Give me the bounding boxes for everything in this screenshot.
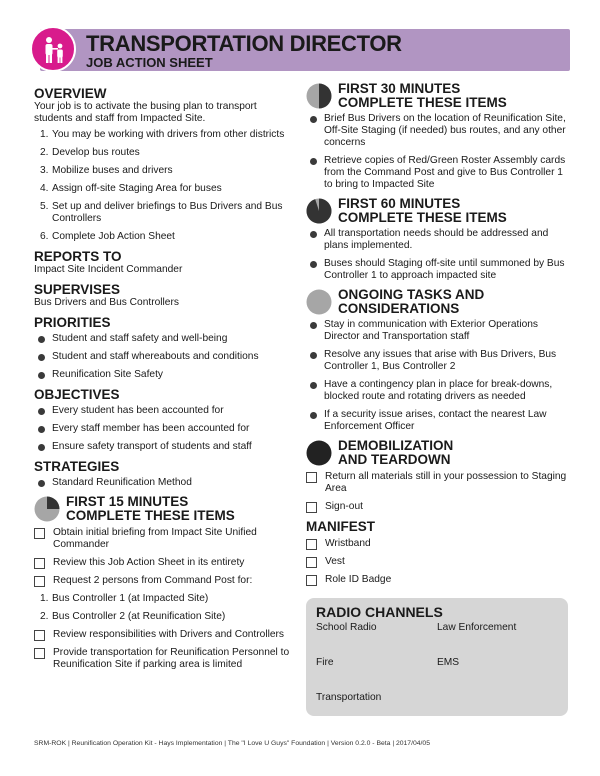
bullet-text: Every student has been accounted for	[52, 405, 224, 416]
right-column	[306, 82, 568, 716]
overview-number: 2.	[40, 147, 49, 158]
bullet-text: Buses should Staging off-site until summoned by Bus Controller 1 to approach impacted site	[324, 258, 565, 281]
bullet-text: All transportation needs should be addressed and plans implemented.	[324, 228, 549, 251]
page-subtitle: JOB ACTION SHEET	[86, 55, 213, 70]
checklist-text: Review responsibilities with Drivers and Controllers	[53, 629, 284, 640]
gray-circle-icon	[306, 289, 332, 315]
first-15-title: FIRST 15 MINUTES	[66, 494, 189, 509]
overview-intro: Your job is to activate the busing plan to transport students and staff from Impacted Site.	[34, 101, 257, 124]
bullet-text: If a security issue arises, contact the nearest Law Enforcement Officer	[324, 409, 547, 432]
bullet-item	[34, 441, 296, 453]
checklist-item	[306, 471, 568, 495]
checkbox[interactable]	[34, 648, 45, 659]
bullet-icon	[310, 231, 317, 238]
checklist-text: Role ID Badge	[325, 574, 392, 585]
bullet-icon	[38, 426, 45, 433]
checkbox[interactable]	[34, 558, 45, 569]
checklist-text: Provide transportation for Reunification Personnel to Reunification Site if parking area is limited	[53, 647, 290, 670]
manifest-checklist	[306, 538, 568, 586]
bullet-icon	[38, 372, 45, 379]
black-circle-icon	[306, 440, 332, 466]
page-header	[30, 26, 570, 72]
bullet-icon	[310, 322, 317, 329]
overview-text: You may be working with drivers from other districts	[52, 129, 285, 140]
overview-item	[34, 183, 296, 195]
bullet-icon	[310, 261, 317, 268]
bullet-text: Stay in communication with Exterior Operations Director and Transportation staff	[324, 319, 539, 342]
radio-channel-label: School Radio	[316, 622, 377, 633]
left-column	[34, 82, 296, 677]
bullet-icon	[38, 480, 45, 487]
demob-title: DEMOBILIZATION	[338, 438, 454, 453]
bullet-text: Retrieve copies of Red/Green Roster Assembly cards from the Command Post and give to Bus Controller 1 to bring to Impacted Site	[324, 155, 566, 190]
checklist-text: Vest	[325, 556, 345, 567]
bullet-item	[306, 319, 568, 343]
checkbox[interactable]	[34, 576, 45, 587]
half-clock-icon	[306, 83, 332, 109]
bullet-item	[34, 423, 296, 435]
bullet-text: Every staff member has been accounted for	[52, 423, 250, 434]
radio-channel-label: Fire	[316, 657, 334, 668]
family-icon	[41, 36, 67, 64]
bullet-item	[34, 405, 296, 417]
checklist-item	[306, 574, 568, 586]
bullet-text: Reunification Site Safety	[52, 369, 163, 380]
overview-item	[34, 201, 296, 225]
strategies-list	[34, 477, 296, 489]
overview-item	[34, 231, 296, 243]
first-15-subtitle: COMPLETE THESE ITEMS	[66, 508, 235, 523]
overview-number: 3.	[40, 165, 49, 176]
first-15-sublist	[34, 593, 296, 623]
first-15-checklist-a	[34, 527, 296, 587]
bullet-icon	[38, 336, 45, 343]
checkbox[interactable]	[34, 528, 45, 539]
full-clock-icon	[306, 198, 332, 224]
bullet-text: Ensure safety transport of students and staff	[52, 441, 252, 452]
overview-text: Assign off-site Staging Area for buses	[52, 183, 222, 194]
logo	[30, 26, 76, 72]
checkbox[interactable]	[306, 472, 317, 483]
bullet-icon	[310, 412, 317, 419]
ongoing-heading	[306, 288, 568, 316]
overview-text: Set up and deliver briefings to Bus Drivers and Bus Controllers	[52, 201, 283, 224]
ongoing-subtitle: CONSIDERATIONS	[338, 301, 460, 316]
overview-number: 4.	[40, 183, 49, 194]
checklist-text: Wristband	[325, 538, 371, 549]
objectives-list	[34, 405, 296, 453]
bullet-item	[306, 379, 568, 403]
checklist-text: Obtain initial briefing from Impact Site Unified Commander	[53, 527, 257, 550]
bullet-item	[306, 349, 568, 373]
overview-item	[34, 147, 296, 159]
bullet-icon	[310, 116, 317, 123]
sublist-number: 2.	[40, 611, 49, 622]
radio-channels-panel	[306, 598, 568, 716]
bullet-item	[306, 409, 568, 433]
bullet-text: Student and staff safety and well-being	[52, 333, 228, 344]
radio-channel-label: Transportation	[316, 692, 382, 703]
sublist-number: 1.	[40, 593, 49, 604]
bullet-item	[306, 155, 568, 191]
checklist-item	[306, 501, 568, 513]
sublist-item	[34, 611, 296, 623]
bullet-icon	[38, 354, 45, 361]
objectives-heading: OBJECTIVES	[34, 387, 120, 402]
checkbox[interactable]	[306, 557, 317, 568]
priorities-list	[34, 333, 296, 381]
bullet-text: Brief Bus Drivers on the location of Reunification Site, Off-Site Staging (if needed) bus routes, and any other concerns	[324, 113, 566, 148]
demob-subtitle: AND TEARDOWN	[338, 452, 451, 467]
first-60-list	[306, 228, 568, 282]
radio-channel-label: Law Enforcement	[437, 622, 517, 633]
bullet-item	[34, 333, 296, 345]
sublist-text: Bus Controller 1 (at Impacted Site)	[52, 593, 209, 604]
ongoing-list	[306, 319, 568, 433]
first-60-subtitle: COMPLETE THESE ITEMS	[338, 210, 507, 225]
reports-to-heading: REPORTS TO	[34, 249, 122, 264]
bullet-item	[306, 228, 568, 252]
checklist-text: Return all materials still in your possession to Staging Area	[325, 471, 567, 494]
overview-list	[34, 129, 296, 243]
bullet-text: Have a contingency plan in place for break-downs, blocked route and rotating drivers as needed	[324, 379, 553, 402]
checklist-text: Sign-out	[325, 501, 363, 512]
overview-item	[34, 165, 296, 177]
checklist-item	[34, 575, 296, 587]
ongoing-title: ONGOING TASKS AND	[338, 287, 485, 302]
first-60-heading	[306, 197, 568, 225]
sublist-item	[34, 593, 296, 605]
checklist-item	[34, 527, 296, 551]
overview-number: 5.	[40, 201, 49, 212]
supervises-heading: SUPERVISES	[34, 282, 121, 297]
first-30-subtitle: COMPLETE THESE ITEMS	[338, 95, 507, 110]
priorities-heading: PRIORITIES	[34, 315, 111, 330]
overview-text: Develop bus routes	[52, 147, 140, 158]
overview-number: 6.	[40, 231, 49, 242]
overview-text: Complete Job Action Sheet	[52, 231, 175, 242]
supervises-text: Bus Drivers and Bus Controllers	[34, 297, 179, 308]
checkbox[interactable]	[34, 630, 45, 641]
checklist-text: Review this Job Action Sheet in its entirety	[53, 557, 245, 568]
bullet-item	[34, 477, 296, 489]
reports-to-text: Impact Site Incident Commander	[34, 264, 183, 275]
first-15-heading	[34, 495, 296, 523]
overview-text: Mobilize buses and drivers	[52, 165, 173, 176]
checkbox[interactable]	[306, 502, 317, 513]
bullet-icon	[310, 352, 317, 359]
overview-number: 1.	[40, 129, 49, 140]
radio-channel-label: EMS	[437, 657, 460, 668]
bullet-item	[34, 351, 296, 363]
checklist-item	[34, 647, 296, 671]
bullet-text: Resolve any issues that arise with Bus Drivers, Bus Controller 1, Bus Controller 2	[324, 349, 557, 372]
radio-channels-grid	[316, 622, 558, 703]
radio-channels-heading: RADIO CHANNELS	[316, 604, 443, 620]
checklist-item	[306, 538, 568, 550]
first-30-list	[306, 113, 568, 191]
sublist-text: Bus Controller 2 (at Reunification Site)	[52, 611, 226, 622]
checklist-text: Request 2 persons from Command Post for:	[53, 575, 253, 586]
quarter-clock-icon	[34, 496, 60, 522]
bullet-icon	[310, 158, 317, 165]
checklist-item	[34, 629, 296, 641]
first-60-title: FIRST 60 MINUTES	[338, 196, 461, 211]
bullet-icon	[310, 382, 317, 389]
first-30-heading	[306, 82, 568, 110]
demob-heading	[306, 439, 568, 467]
first-30-title: FIRST 30 MINUTES	[338, 81, 461, 96]
page-title: TRANSPORTATION DIRECTOR	[86, 31, 402, 56]
page-footer: SRM-ROK | Reunification Operation Kit - Hays Implementation | The "I Love U Guys" Foundation | Version 0.2.0 - Beta | 2017/04/05	[34, 740, 430, 747]
overview-item	[34, 129, 296, 141]
checklist-item	[34, 557, 296, 569]
bullet-item	[306, 113, 568, 149]
bullet-item	[34, 369, 296, 381]
bullet-item	[306, 258, 568, 282]
overview-heading: OVERVIEW	[34, 86, 107, 101]
demob-checklist	[306, 471, 568, 513]
checkbox[interactable]	[306, 575, 317, 586]
checkbox[interactable]	[306, 539, 317, 550]
bullet-icon	[38, 408, 45, 415]
manifest-heading: MANIFEST	[306, 519, 375, 534]
checklist-item	[306, 556, 568, 568]
bullet-icon	[38, 444, 45, 451]
strategies-heading: STRATEGIES	[34, 459, 120, 474]
bullet-text: Student and staff whereabouts and conditions	[52, 351, 259, 362]
bullet-text: Standard Reunification Method	[52, 477, 192, 488]
first-15-checklist-b	[34, 629, 296, 671]
